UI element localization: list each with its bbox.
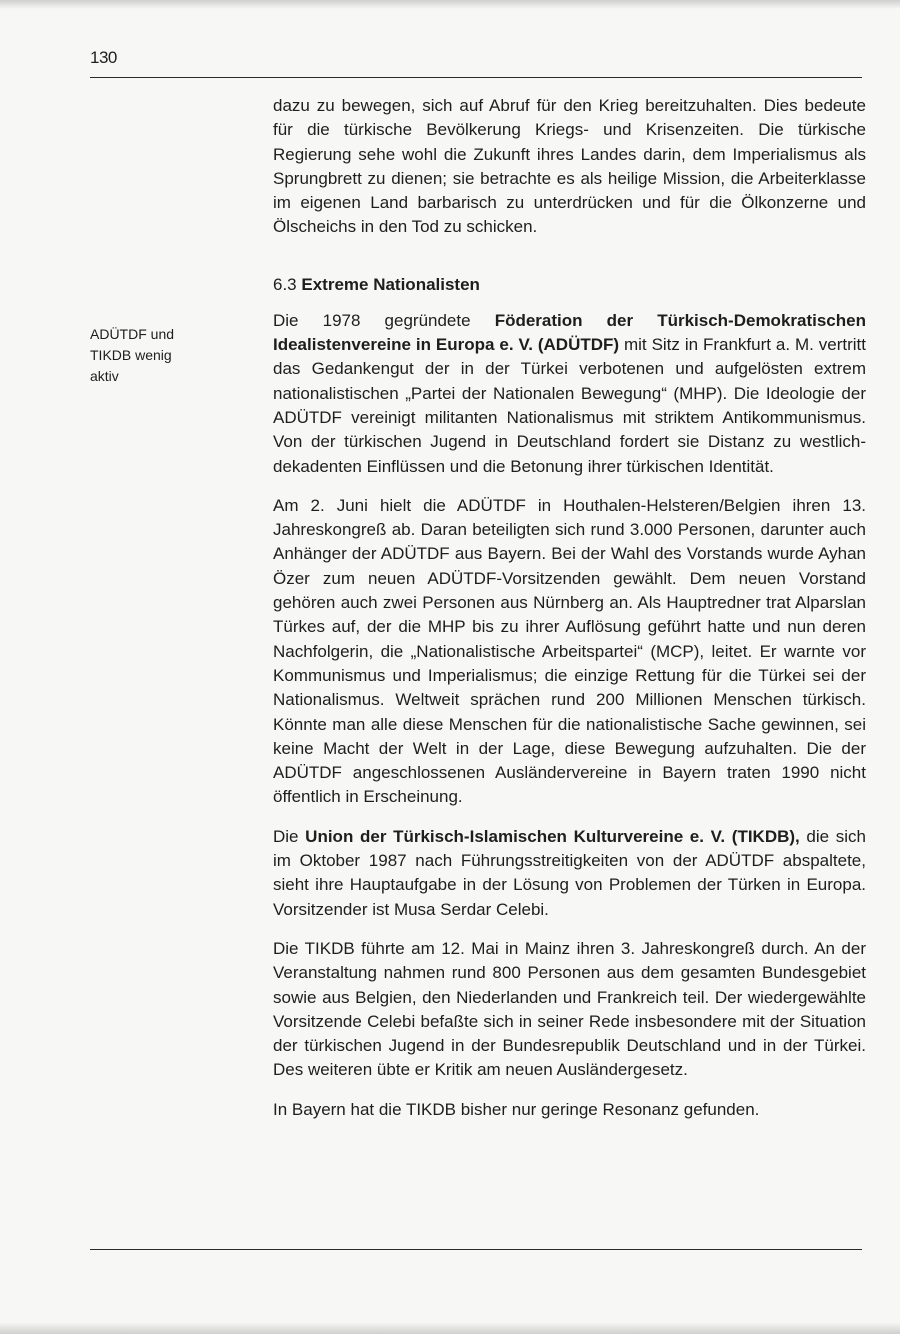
intro-paragraph: dazu zu bewegen, sich auf Abruf für den Krieg bereitzuhalten. Dies bedeute für die türkische Bevölkerung Kriegs- und Krisenzeiten. Die türkische Regierung sehe wohl die Zukunft ihres Landes darin, dem Imperialismus als Sprungbrett zu dienen; sie betrachte es als heilige Mission, die Arbeiterklasse im eigenen Land barbarisch zu unterdrücken und für die Ölkonzerne und Ölscheichs in den Tod zu schicken.: [273, 96, 866, 237]
organization-name-tikdb: Union der Türkisch-Islamischen Kulturvereine e. V. (TIKDB),: [305, 826, 800, 846]
paragraph-text: mit Sitz in Frankfurt a. M. vertritt das Gedankengut der in der Türkei verbotenen und aufgelösten extrem nationalistischen „Partei der Nationalen Bewegung“ (MHP). Die Ideologie der ADÜTDF vereinigt militanten Nationalismus mit striktem Antikommunismus. Von der türkischen Jugend in Deutschland fordert sie Distanz zu westlich-dekadenten Einflüssen und die Betonung ihrer türkischen Identität.: [273, 335, 866, 476]
paragraph-adutdf: [273, 309, 866, 479]
paragraph-congress: Am 2. Juni hielt die ADÜTDF in Houthalen-Helsteren/Belgien ihren 13. Jahreskongreß ab. Daran beteiligten sich rund 3.000 Personen, darunter auch Anhänger der ADÜTDF aus Bayern. Bei der Wahl des Vorstands wurde Ayhan Özer zum neuen ADÜTDF-Vorsitzenden gewählt. Dem neuen Vorstand gehören auch zwei Personen aus Nürnberg an. Als Hauptredner trat Alparslan Türkes auf, der die MHP bis zu ihrer Auflösung geführt hatte und nun deren Nachfolgerin, die „Nationalistische Arbeitspartei“ (MCP), leitet. Er warnte vor Kommunismus und Imperialismus; die einzige Rettung für die Türkei sei der Nationalismus. Weltweit sprächen rund 200 Millionen Menschen türkisch. Könnte man alle diese Menschen für die nationalistische Sache gewinnen, sei keine Macht der Welt in der Lage, diese Bewegung aufzuhalten. Die der ADÜTDF angeschlossenen Ausländervereine in Bayern traten 1990 nicht öffentlich in Erscheinung.: [273, 495, 866, 807]
paragraph-tikdb: [273, 825, 866, 922]
section-title: Extreme Nationalisten: [301, 274, 480, 294]
paragraph-text: die sich im Oktober 1987 nach Führungsstreitigkeiten von der ADÜTDF abspaltete, sieht ihre Hauptaufgabe in der Lösung von Problemen der Türken in Europa. Vorsitzender ist Musa Serdar Celebi.: [273, 826, 866, 919]
section-heading: [273, 273, 866, 297]
paragraph-tikdb-congress: Die TIKDB führte am 12. Mai in Mainz ihren 3. Jahreskongreß durch. An der Veranstaltung nahmen rund 800 Personen aus dem gesamten Bundesgebiet sowie aus Belgien, den Niederlanden und Frankreich teil. Der wiedergewählte Vorsitzende Celebi befaßte sich in seiner Rede insbesondere mit der Situation der türkischen Jugend in der Bundesrepublik Deutschland und in der Türkei. Des weiteren übte er Kritik am neuen Ausländergesetz.: [273, 938, 866, 1080]
margin-note-line: TIKDB wenig: [90, 347, 172, 363]
section-number: 6.3: [273, 274, 297, 294]
paragraph-text: Die: [273, 826, 306, 846]
body-text: [273, 94, 866, 1122]
paragraph-text: Die 1978 gegründete: [273, 310, 495, 330]
margin-note-line: aktiv: [90, 368, 119, 384]
scan-top-shadow: [0, 0, 900, 9]
paragraph-bavaria: In Bayern hat die TIKDB bisher nur geringe Resonanz gefunden.: [273, 1099, 760, 1119]
header-rule: [90, 77, 862, 78]
page-number: 130: [90, 48, 117, 67]
scan-bottom-shadow: [0, 1322, 900, 1334]
organization-name-adutdf: Föderation der Türkisch-Demokratischen Idealistenvereine in Europa e. V. (ADÜTDF): [273, 310, 866, 355]
margin-note: [90, 324, 210, 387]
margin-note-line: ADÜTDF und: [90, 326, 175, 342]
footer-rule: [90, 1249, 862, 1250]
